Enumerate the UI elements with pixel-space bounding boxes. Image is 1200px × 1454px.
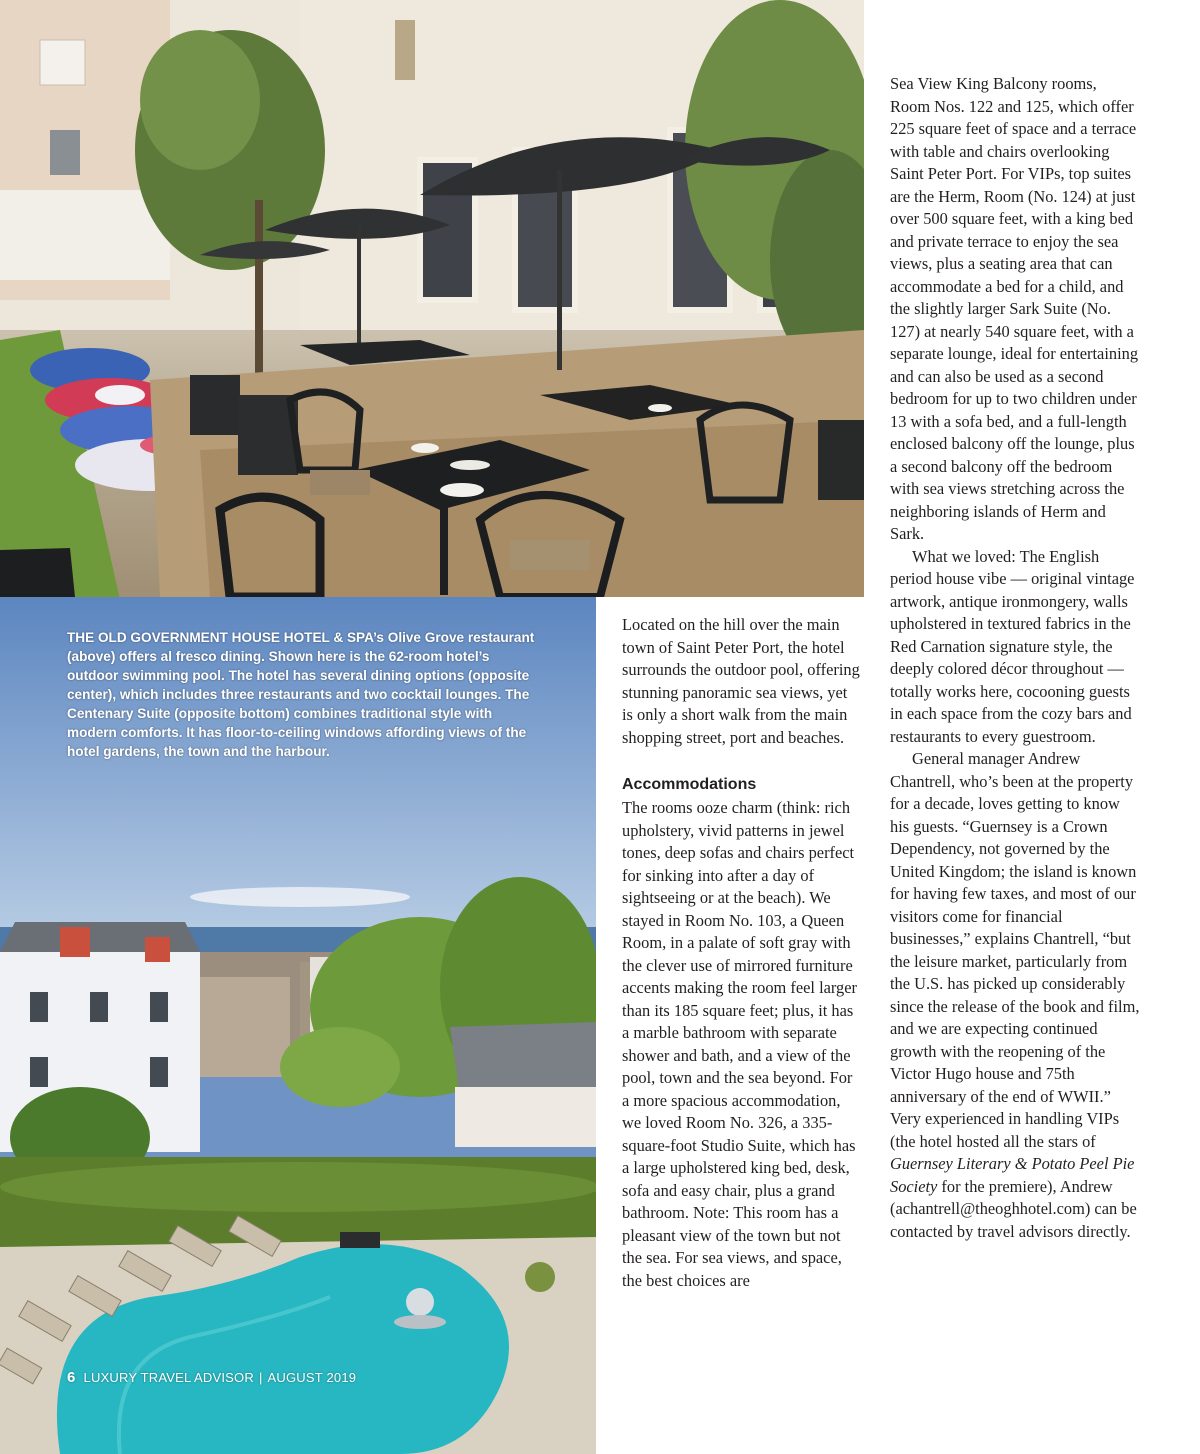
middle-text-column (622, 614, 862, 1292)
accommodations-paragraph: The rooms ooze charm (think: rich upholstery, vivid patterns in jewel tones, deep sofas and chairs perfect for sinking into after a day of sightseeing or at the beach). We stayed in Room No. 103, a Queen Room, in a palate of soft gray with the clever use of mirrored furniture accents making the room feel larger than its 185 square feet; plus, it has a marble bathroom with separate shower and bath, and a view of the pool, town and the sea beyond. For a more spacious accommodation, we loved Room No. 326, a 335-square-foot Studio Suite, which has a large upholstered king bed, desk, sofa and easy chair, plus a grand bathroom. Note: This room has a pleasant view of the town but not the sea. For sea views, and space, the best choices are (622, 798, 857, 1290)
issue-date: AUGUST 2019 (267, 1370, 357, 1385)
footer-separator: | (258, 1370, 263, 1385)
what-we-loved-paragraph: What we loved: The English period house vibe — original vintage artwork, antique ironmongery, walls upholstered in textured fabrics in the Red Carnation signature style, the deeply colored décor throughout — totally works here, cocooning guests in each space from the cozy bars and restaurants to every guestroom. (890, 546, 1135, 746)
terrace-restaurant-photo (0, 0, 864, 597)
right-text-column (890, 73, 1140, 1243)
gm-text-end: for the premiere), Andrew (achantrell@theoghhotel.com) can be contacted by travel advisors directly. (890, 1176, 1137, 1241)
publication-name: LUXURY TRAVEL ADVISOR (83, 1370, 254, 1385)
photo-caption: THE OLD GOVERNMENT HOUSE HOTEL & SPA’s Olive Grove restaurant (above) offers al fresco dining. Shown here is the 62-room hotel’s outdoor swimming pool. The hotel has several dining options (opposite center), which includes three restaurants and two cocktail lounges. The Centenary Suite (opposite bottom) combines traditional style with modern comforts. It has floor-to-ceiling windows affording views of the hotel gardens, the town and the harbour. (67, 630, 535, 759)
terrace-scene (0, 0, 864, 597)
suites-paragraph: Sea View King Balcony rooms, Room Nos. 122 and 125, which offer 225 square feet of space and a terrace with table and chairs overlooking Saint Peter Port. For VIPs, top suites are the Herm, Room (No. 124) at just over 500 square feet, with a king bed and private terrace to enjoy the sea views, plus a seating area that can accommodate a bed for a child, and the slightly larger Sark Suite (No. 127) at nearly 540 square feet, with a separate lounge, ideal for entertaining and can also be used as a second bedroom for up to two children under 13 with a sofa bed, and a full-length enclosed balcony off the lounge, plus a second balcony off the bedroom with sea views stretching across the neighboring islands of Herm and Sark. (890, 74, 1139, 543)
book-title: Guernsey Literary & Potato Peel Pie Society (890, 1154, 1135, 1196)
general-manager-paragraph (890, 748, 1140, 1243)
gm-text-start: General manager Andrew Chantrell, who’s been at the property for a decade, loves getting to know his guests. “Guernsey is a Crown Dependency, not governed by the United Kingdom; the island is known for having few taxes, and most of our visitors come for financial businesses,” explains Chantrell, “but the leisure market, particularly from the U.S. has picked up considerably since the release of the book and film, and we are expecting continued growth with the reopening of the Victor Hugo house and 75th anniversary of the end of WWII.” Very experienced in handling VIPs (the hotel hosted all the stars of (890, 749, 1140, 1151)
page-footer (67, 1369, 356, 1386)
intro-paragraph: Located on the hill over the main town of Saint Peter Port, the hotel surrounds the outdoor pool, offering stunning panoramic sea views, yet is only a short walk from the main shopping street, port and beaches. (622, 615, 860, 747)
accommodations-heading: Accommodations (622, 776, 757, 793)
page-number: 6 (67, 1369, 76, 1386)
